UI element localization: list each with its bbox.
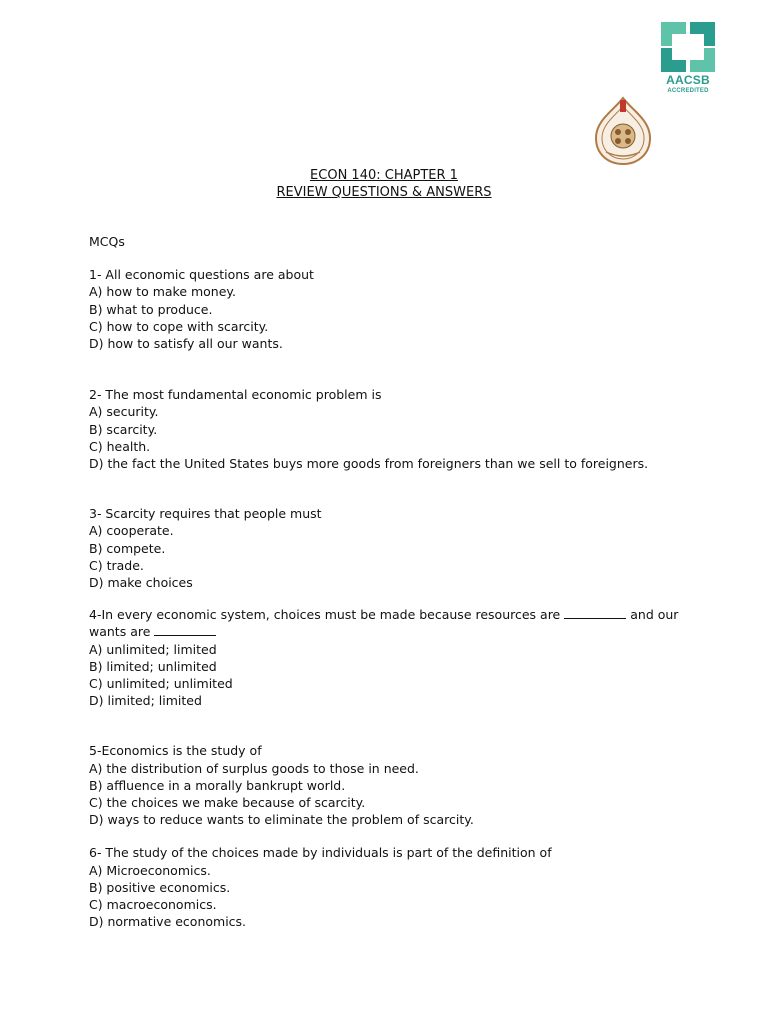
question-2 <box>89 386 689 472</box>
question-stem: 1- All economic questions are about <box>89 267 314 283</box>
option-b: B) affluence in a morally bankrupt world. <box>89 777 346 793</box>
option-c: C) health. <box>89 438 151 454</box>
aacsb-sub: ACCREDITED <box>667 88 709 94</box>
question-3 <box>89 505 689 591</box>
option-a: A) cooperate. <box>89 523 174 539</box>
questions-content <box>89 233 689 931</box>
option-d: D) ways to reduce wants to eliminate the problem of scarcity. <box>89 812 474 828</box>
stem-part-1: 4-In every economic system, choices must be made because resources are <box>89 607 561 623</box>
aacsb-name: AACSB <box>666 73 710 87</box>
document-title <box>0 167 768 201</box>
option-b: B) scarcity. <box>89 421 158 437</box>
question-stem: 5-Economics is the study of <box>89 743 262 759</box>
option-a: A) how to make money. <box>89 284 237 300</box>
option-d: D) limited; limited <box>89 693 202 709</box>
question-stem-line-1 <box>89 606 689 623</box>
answer-blank-2 <box>154 623 216 636</box>
option-b: B) limited; unlimited <box>89 658 217 674</box>
option-c: C) the choices we make because of scarcity. <box>89 795 366 811</box>
question-stem: 2- The most fundamental economic problem is <box>89 387 382 403</box>
question-5 <box>89 742 689 828</box>
question-1 <box>89 266 689 352</box>
question-stem: 6- The study of the choices made by individuals is part of the definition of <box>89 845 552 861</box>
question-stem: 3- Scarcity requires that people must <box>89 506 322 522</box>
aacsb-emblem-icon <box>660 22 716 72</box>
university-seal-logo <box>592 96 654 166</box>
stem-part-3: wants are <box>89 624 151 640</box>
answer-blank-1 <box>564 606 626 619</box>
option-a: A) Microeconomics. <box>89 862 211 878</box>
option-a: A) the distribution of surplus goods to those in need. <box>89 760 419 776</box>
option-b: B) what to produce. <box>89 301 213 317</box>
option-a: A) security. <box>89 404 159 420</box>
option-d: D) how to satisfy all our wants. <box>89 336 283 352</box>
seal-emblem-icon <box>592 96 654 166</box>
stem-part-2: and our <box>630 607 679 623</box>
option-c: C) macroeconomics. <box>89 897 217 913</box>
option-c: C) how to cope with scarcity. <box>89 318 269 334</box>
question-stem-line-2 <box>89 623 689 640</box>
option-d: D) normative economics. <box>89 914 247 930</box>
option-a: A) unlimited; limited <box>89 641 217 657</box>
title-line-1: ECON 140: CHAPTER 1 <box>310 168 458 183</box>
option-c: C) trade. <box>89 557 144 573</box>
title-line-2: REVIEW QUESTIONS & ANSWERS <box>276 185 492 200</box>
option-c: C) unlimited; unlimited <box>89 676 233 692</box>
question-4 <box>89 606 689 709</box>
aacsb-wordmark <box>660 74 716 95</box>
option-b: B) compete. <box>89 540 166 556</box>
option-b: B) positive economics. <box>89 879 231 895</box>
section-heading: MCQs <box>89 234 125 249</box>
aacsb-logo <box>660 22 716 100</box>
option-d: D) the fact the United States buys more goods from foreigners than we sell to foreigners. <box>89 456 649 472</box>
question-6 <box>89 844 689 930</box>
option-d: D) make choices <box>89 575 193 591</box>
